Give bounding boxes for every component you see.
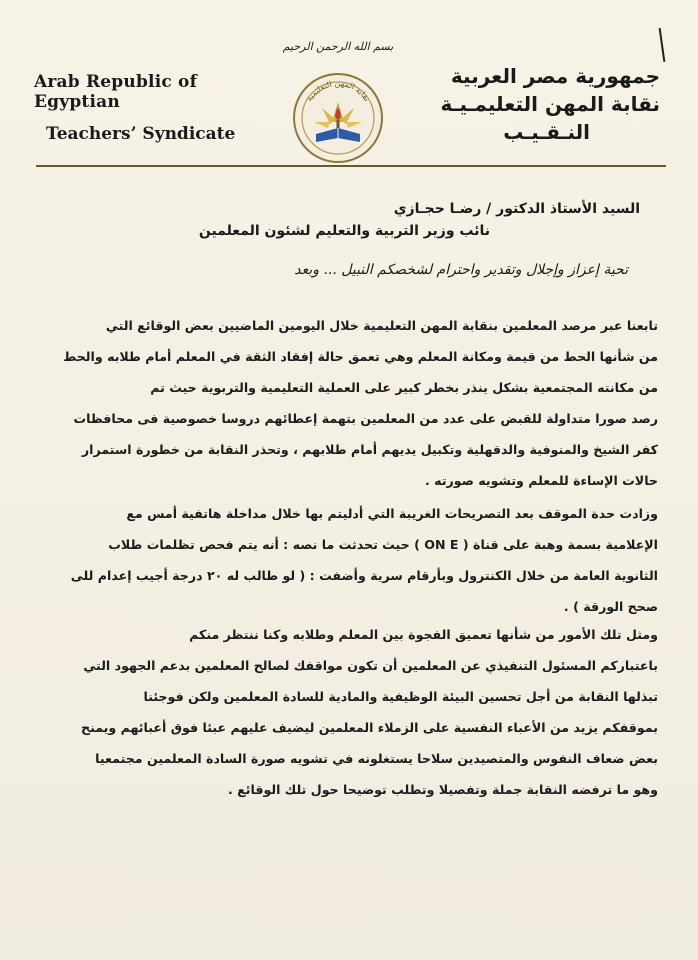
paragraph-line: تابعنا عبر مرصد المعلمين بنقابة المهن التعليمية خلال اليومين الماضيين بعض الوقائع التي <box>105 318 658 333</box>
arabic-syndicate-name: نقابة المهن التعليمـيـة <box>440 92 660 116</box>
paragraph-line: وزادت حدة الموقف بعد التصريحات الغريبة التي أدليتم بها خلال مداخلة هاتفية أمس مع <box>126 506 658 521</box>
paragraph-line: باعتباركم المسئول التنفيذي عن المعلمين أن تكون مواقفك لصالح المعلمين بدعم الجهود التي <box>83 658 658 673</box>
english-syndicate-name: Teachers’ Syndicate <box>46 124 236 144</box>
paragraph-line: حالات الإساءة للمعلم وتشويه صورته . <box>425 473 658 488</box>
paragraph-line: تبذلها النقابة من أجل تحسين البيئة الوظيفية والمادية للسادة المعلمين ولكن فوجئنا <box>143 689 658 704</box>
corner-pen-mark <box>659 28 666 62</box>
paragraph-3 <box>38 619 658 805</box>
emblem-ring-text: نقابة المهن التعليمية <box>304 78 372 104</box>
arabic-country-name: جمهورية مصر العربية <box>450 64 660 88</box>
paragraph-line: بعض ضعاف النفوس والمتصيدين سلاحا يستغلونه في تشويه صورة السادة المعلمين مجتمعيا <box>95 751 658 766</box>
paragraph-line: من شأنها الحط من قيمة ومكانة المعلم وهي تعمق حالة إفقاد الثقة في المعلم أمام طلابه والحط <box>63 349 658 364</box>
greeting-line: تحية إعزاز وإجلال وتقدير واحترام لشخصكم النبيل ... وبعد <box>294 262 628 278</box>
paragraph-line: الإعلامية بسمة وهبة على قناة ( ON E ) حيث تحدثت ما نصه : أنه يتم فحص تظلمات طلاب <box>108 537 658 552</box>
syndicate-emblem-icon <box>292 72 384 164</box>
arabic-header <box>440 62 660 146</box>
basmala-calligraphy: بسم الله الرحمن الرحيم <box>282 40 394 53</box>
english-header <box>34 72 244 144</box>
paragraph-line: رصد صورا متداولة للقبض على عدد من المعلمين بتهمة إعطائهم دروسا خصوصية فى محافظات <box>73 411 658 426</box>
paragraph-line: صحح الورقة ) . <box>563 599 658 614</box>
header-divider <box>36 165 666 167</box>
addressee-title: نائب وزير التربية والتعليم لشئون المعلمين <box>198 223 490 239</box>
paragraph-line: وهو ما ترفضه النقابة جملة وتفصيلا وتطلب توضيحا حول تلك الوقائع . <box>227 782 658 797</box>
paragraph-2 <box>38 498 658 622</box>
paragraph-line: كفر الشيخ والمنوفية والدقهلية وتكبيل يديهم أمام طلابهم ، وتحذر النقابة من خطورة استمرار <box>81 442 658 457</box>
addressee-block <box>80 198 640 242</box>
paragraph-line: من مكانته المجتمعية بشكل ينذر بخطر كبير على العملية التعليمية والتربوية حيث تم <box>150 380 658 395</box>
paragraph-line: الثانوية العامة من خلال الكنترول وبأرقام سرية وأضفت : ( لو طالب له ٢٠ درجة أجيب إعدام للى <box>70 568 658 583</box>
addressee-name: السيد الأستاذ الدكتور / رضـا حجـازي <box>393 201 640 217</box>
paragraph-line: بموقفكم يزيد من الأعباء النفسية على الزملاء المعلمين ليضيف عليهم عبئا فوق أعبائهم ويمنح <box>81 720 658 735</box>
paragraph-1 <box>38 310 658 496</box>
paragraph-line: ومثل تلك الأمور من شأنها تعميق الفجوة بين المعلم وطلابه وكنا ننتظر منكم <box>189 627 658 642</box>
arabic-title-naqib: النـقـيـب <box>503 120 590 144</box>
english-country-name: Arab Republic of Egyptian <box>34 72 198 112</box>
